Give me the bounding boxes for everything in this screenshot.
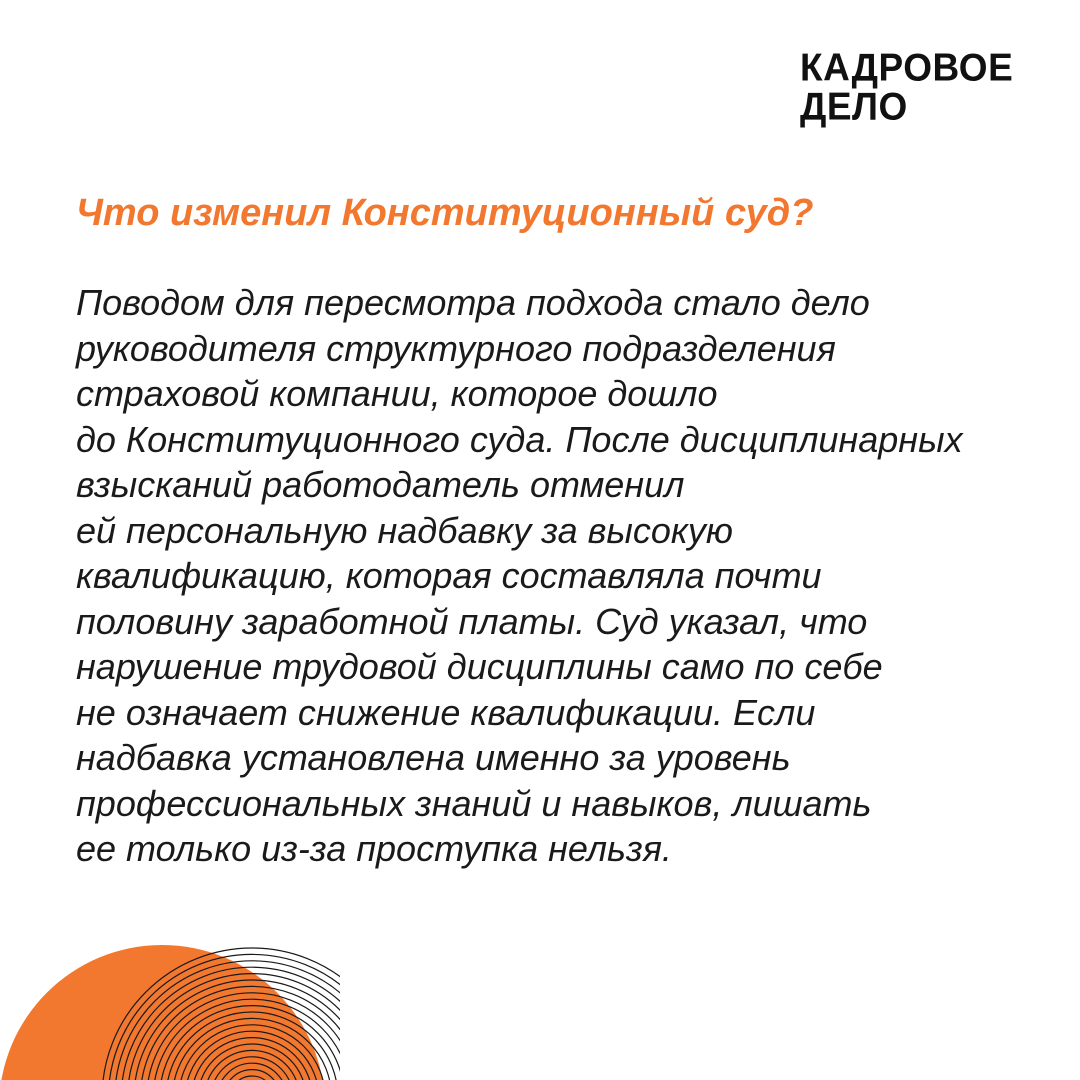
body-line: ее только из-за проступка нельзя. xyxy=(76,828,672,869)
slide-heading: Что изменил Конституционный суд? xyxy=(76,192,814,234)
body-line: профессиональных знаний и навыков, лишать xyxy=(76,782,872,824)
body-line: надбавка установлена именно за уровень xyxy=(76,737,791,778)
orange-circle xyxy=(0,945,325,1080)
decorative-circles xyxy=(0,930,340,1080)
body-paragraph xyxy=(76,280,1056,872)
body-line: нарушение трудовой дисциплины само по себе xyxy=(76,646,883,687)
body-line: страховой компании, которое дошло xyxy=(76,373,718,414)
body-line: взысканий работодатель отменил xyxy=(76,464,685,505)
brand-logo xyxy=(800,45,1050,128)
logo-line-2: ДЕЛО xyxy=(800,84,908,128)
body-line: половину заработной платы. Суд указал, что xyxy=(76,600,868,642)
body-line: Поводом для пересмотра подхода стало дело xyxy=(76,282,870,323)
body-line: не означает снижение квалификации. Если xyxy=(76,691,816,733)
logo-line-1: КАДРОВОЕ xyxy=(800,45,1014,89)
body-line: ей персональную надбавку за высокую xyxy=(76,509,733,551)
body-line: до Конституционного суда. После дисциплинарных xyxy=(76,418,963,460)
body-line: руководителя структурного подразделения xyxy=(76,327,836,369)
body-line: квалификацию, которая составляла почти xyxy=(76,555,822,596)
